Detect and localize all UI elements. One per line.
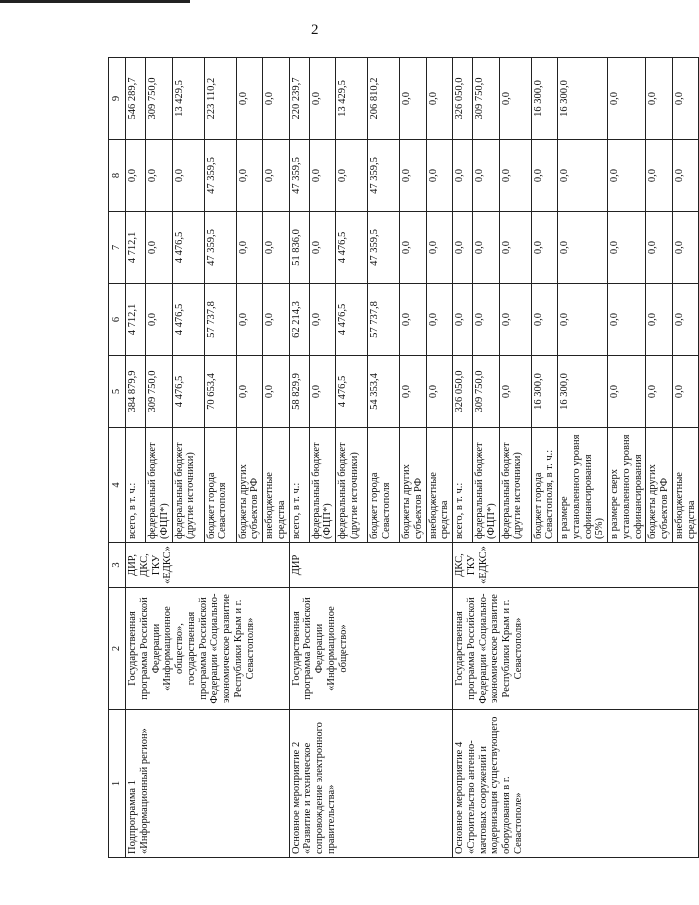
value-cell: 0,0 [309,356,336,428]
value-cell: 0,0 [126,140,146,212]
header-row [109,58,126,858]
value-cell: 57 737,8 [368,284,400,356]
value-cell: 0,0 [646,284,673,356]
value-cell: 0,0 [426,140,453,212]
executor-cell: ДКС, ГКУ «ЕДКС» [453,543,699,588]
value-cell: 0,0 [236,284,263,356]
table-body [109,58,699,858]
value-cell: 0,0 [608,58,646,140]
value-cell: 0,0 [672,58,699,140]
column-header: 4 [109,428,126,543]
value-cell: 58 829,9 [289,356,309,428]
funding-source-cell: бюджеты других субъектов РФ [646,428,673,543]
value-cell: 4 476,5 [336,356,368,428]
value-cell: 0,0 [453,284,473,356]
value-cell: 62 214,3 [289,284,309,356]
value-cell: 0,0 [473,284,500,356]
value-cell: 0,0 [263,58,290,140]
value-cell: 54 353,4 [368,356,400,428]
funding-source-cell: федеральный бюджет (ФЦП*) [146,428,173,543]
value-cell: 0,0 [400,58,427,140]
value-cell: 16 300,0 [558,356,608,428]
value-cell: 0,0 [608,212,646,284]
value-cell: 0,0 [672,140,699,212]
value-cell: 4 476,5 [172,356,204,428]
funding-source-cell: федеральный бюджет (ФЦП*) [473,428,500,543]
value-cell: 47 359,5 [368,140,400,212]
value-cell: 0,0 [309,58,336,140]
value-cell: 0,0 [336,140,368,212]
value-cell: 0,0 [263,212,290,284]
funding-source-cell: внебюджетные средства [263,428,290,543]
funding-source-cell: федеральный бюджет (другие источники) [336,428,368,543]
value-cell: 326 050,0 [453,356,473,428]
value-cell: 4 712,1 [126,212,146,284]
value-cell: 47 359,5 [204,212,236,284]
value-cell: 47 359,5 [368,212,400,284]
value-cell: 0,0 [608,356,646,428]
value-cell: 0,0 [263,140,290,212]
column-header: 1 [109,710,126,858]
value-cell: 0,0 [558,212,608,284]
funding-source-cell: федеральный бюджет (другие источники) [499,428,531,543]
funding-source-cell: бюджет города Севастополя, в т. ч.: [531,428,558,543]
column-header: 8 [109,140,126,212]
event-name-cell: Основное мероприятие 2 «Развитие и техническое сопровождение электронного правительства» [289,710,453,858]
value-cell: 0,0 [309,284,336,356]
funding-source-cell: федеральный бюджет (другие источники) [172,428,204,543]
value-cell: 0,0 [473,140,500,212]
funding-source-cell: в размере сверх установленного уровня софинансирования [608,428,646,543]
value-cell: 0,0 [499,356,531,428]
value-cell: 0,0 [499,140,531,212]
value-cell: 0,0 [646,58,673,140]
column-header: 7 [109,212,126,284]
top-rule [0,0,190,3]
funding-source-cell: внебюджетные средства [672,428,699,543]
value-cell: 0,0 [426,58,453,140]
value-cell: 0,0 [608,140,646,212]
value-cell: 13 429,5 [172,58,204,140]
event-name-cell: Основное мероприятие 4 «Строительство антенно-мачтовых сооружений и модернизация существующего оборудования в г. Севастополе» [453,710,699,858]
funding-source-cell: внебюджетные средства [426,428,453,543]
funding-source-cell: бюджеты других субъектов РФ [236,428,263,543]
value-cell: 0,0 [236,356,263,428]
value-cell: 0,0 [499,284,531,356]
value-cell: 4 476,5 [336,284,368,356]
value-cell: 0,0 [531,212,558,284]
value-cell: 13 429,5 [336,58,368,140]
executor-cell: ДИР, ДКС, ГКУ «ЕДКС» [126,543,290,588]
value-cell: 0,0 [672,284,699,356]
value-cell: 0,0 [263,356,290,428]
value-cell: 0,0 [146,212,173,284]
table-row [289,58,309,858]
value-cell: 4 712,1 [126,284,146,356]
value-cell: 0,0 [309,212,336,284]
value-cell: 0,0 [531,284,558,356]
value-cell: 0,0 [400,284,427,356]
value-cell: 0,0 [263,284,290,356]
column-header: 2 [109,588,126,710]
value-cell: 57 737,8 [204,284,236,356]
value-cell: 0,0 [309,140,336,212]
value-cell: 223 110,2 [204,58,236,140]
funding-source-cell: всего, в т. ч.: [289,428,309,543]
event-name-cell: Подпрограмма 1 «Информационный регион» [126,710,290,858]
value-cell: 0,0 [646,356,673,428]
value-cell: 0,0 [453,140,473,212]
value-cell: 309 750,0 [146,356,173,428]
funding-source-cell: всего, в т. ч.: [453,428,473,543]
value-cell: 0,0 [558,140,608,212]
value-cell: 0,0 [146,140,173,212]
funding-source-cell: в размере установленного уровня софинансирования (5%) [558,428,608,543]
table-frame [108,58,697,858]
program-cell: Государственная программа Российской Федерации «Социально-экономическое развитие Республики Крым и г. Севастополя» [453,588,699,710]
value-cell: 309 750,0 [473,58,500,140]
value-cell: 47 359,5 [204,140,236,212]
value-cell: 0,0 [558,284,608,356]
budget-table [108,57,699,858]
value-cell: 70 653,4 [204,356,236,428]
value-cell: 0,0 [672,356,699,428]
value-cell: 0,0 [172,140,204,212]
column-header: 5 [109,356,126,428]
value-cell: 16 300,0 [531,356,558,428]
value-cell: 16 300,0 [558,58,608,140]
column-header: 6 [109,284,126,356]
value-cell: 384 879,9 [126,356,146,428]
value-cell: 0,0 [499,58,531,140]
rotated-table-container [108,58,697,858]
value-cell: 0,0 [646,140,673,212]
value-cell: 0,0 [426,212,453,284]
page-number: 2 [311,22,319,38]
funding-source-cell: бюджет города Севастополя [368,428,400,543]
value-cell: 0,0 [400,356,427,428]
value-cell: 0,0 [531,140,558,212]
column-header: 9 [109,58,126,140]
value-cell: 220 239,7 [289,58,309,140]
value-cell: 0,0 [426,284,453,356]
value-cell: 0,0 [608,284,646,356]
column-header: 3 [109,543,126,588]
value-cell: 309 750,0 [146,58,173,140]
value-cell: 4 476,5 [336,212,368,284]
funding-source-cell: бюджеты других субъектов РФ [400,428,427,543]
value-cell: 51 836,0 [289,212,309,284]
value-cell: 0,0 [473,212,500,284]
value-cell: 0,0 [646,212,673,284]
value-cell: 0,0 [236,140,263,212]
value-cell: 0,0 [146,284,173,356]
value-cell: 4 476,5 [172,212,204,284]
value-cell: 206 810,2 [368,58,400,140]
value-cell: 0,0 [453,212,473,284]
value-cell: 4 476,5 [172,284,204,356]
value-cell: 0,0 [236,58,263,140]
value-cell: 0,0 [672,212,699,284]
funding-source-cell: федеральный бюджет (ФЦП*) [309,428,336,543]
table-row [453,58,473,858]
value-cell: 0,0 [499,212,531,284]
program-cell: Государственная программа Российской Федерации «Информационное общество», государственная программа Российской Федерации «Социально-экономическое развитие Республики Крым и г. Севастополя» [126,588,290,710]
funding-source-cell: бюджет города Севастополя [204,428,236,543]
value-cell: 0,0 [400,140,427,212]
value-cell: 326 050,0 [453,58,473,140]
executor-cell: ДИР [289,543,453,588]
value-cell: 0,0 [236,212,263,284]
value-cell: 546 289,7 [126,58,146,140]
value-cell: 16 300,0 [531,58,558,140]
table-row [126,58,146,858]
value-cell: 309 750,0 [473,356,500,428]
program-cell: Государственная программа Российской Федерации «Информационное общество» [289,588,453,710]
value-cell: 0,0 [400,212,427,284]
funding-source-cell: всего, в т. ч.: [126,428,146,543]
value-cell: 47 359,5 [289,140,309,212]
value-cell: 0,0 [426,356,453,428]
